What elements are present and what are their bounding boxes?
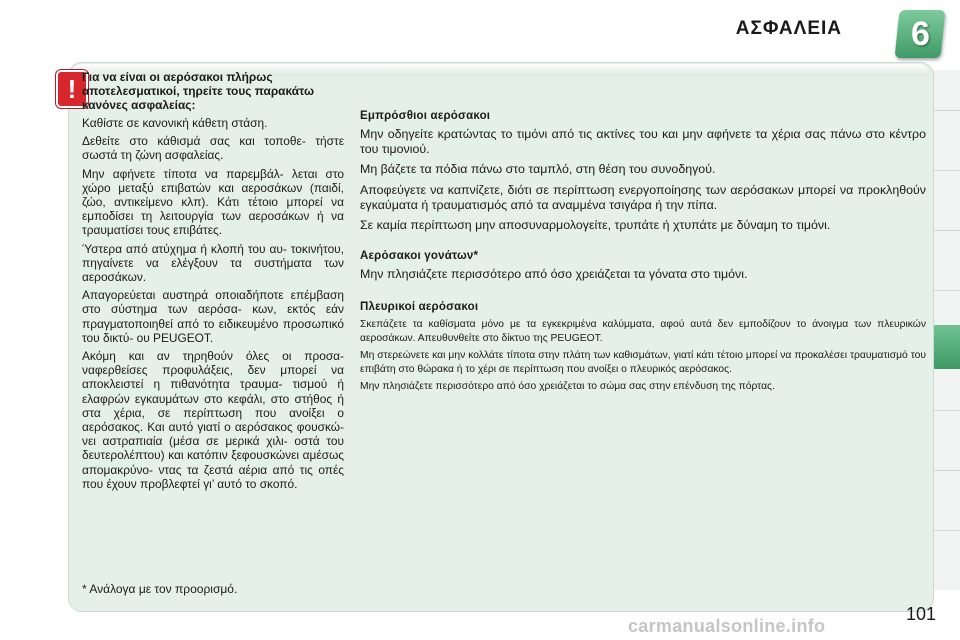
safety-rules-heading: Για να είναι οι αερόσακοι πλήρως αποτελεσματικοί, τηρείτε τους παρακάτω κανόνες ασφαλείας:: [82, 70, 315, 112]
chapter-badge: [894, 10, 945, 58]
knee-airbags-title: Αερόσακοι γονάτων*: [360, 250, 479, 263]
chapter-number: 6: [910, 14, 930, 53]
side-airbags-paragraph: Σκεπάζετε τα καθίσματα μόνο με τα εγκεκριμένα καλύμματα, αφού αυτά δεν εμποδίζουν το άνοιγμα των πλευρικών αεροσάκων. Απευθυνθείτε στο δίκτυο της PEUGEOT.: [360, 319, 926, 344]
section-spacer: [360, 238, 926, 250]
side-airbags-paragraph: Μη στερεώνετε και μην κολλάτε τίποτα στην πλάτη των καθισμάτων, γιατί κάτι τέτοιο μπορεί να προκαλέσει τραυματισμό του επιβάτη στο θώρακα ή το χέρι σε περίπτωση που ανοίξει ο πλευρικός αερόσακος.: [360, 350, 926, 375]
rule-paragraph: Δεθείτε στο κάθισμά σας και τοποθε- τήστε σωστά τη ζώνη ασφαλείας.: [82, 134, 344, 163]
front-airbags-paragraph: Μη βάζετε τα πόδια πάνω στο ταμπλό, στη θέση του συνοδηγού.: [360, 162, 716, 177]
section-spacer: [360, 287, 926, 301]
left-column: [82, 70, 344, 495]
right-column: [360, 110, 926, 397]
exclamation-mark: !: [67, 74, 77, 104]
rule-paragraph: Καθίστε σε κανονική κάθετη στάση.: [82, 116, 268, 130]
rule-paragraph: Ακόμη και αν τηρηθούν όλες οι προσα- ναφερθείσες προφυλάξεις, δεν μπορεί να αποκλειστεί η πιθανότητα τραυμα- τισμού ή ελαφρών εγκαυμάτων στο κεφάλι, στο στήθος ή στα χέρια, σε περίπτωση που ανοίξει ο αερόσακος. Και αυτό γιατί ο αερόσακος φουσκώ- νει αστραπιαία (μέσα σε μερικά χιλι- οστά του δευτερολέπτου) και κατόπιν ξεφουσκώνει αμέσως απομακρύνο- ντας τα ζεστά αέρια από τις οπές που έχουν προβλεφτεί γι’ αυτό το σκοπό.: [82, 349, 344, 491]
footnote: * Ανάλογα με τον προορισμό.: [82, 582, 238, 596]
front-airbags-title: Εμπρόσθιοι αερόσακοι: [360, 110, 491, 122]
section-title: ΑΣΦΑΛΕΙΑ: [735, 18, 842, 39]
front-airbags-paragraph: Σε καμία περίπτωση μην αποσυναρμολογείτε, τρυπάτε ή χτυπάτε με δύναμη το τιμόνι.: [360, 218, 831, 233]
watermark: carmanualsonline.info: [628, 616, 826, 636]
side-airbags-paragraph: Μην πλησιάζετε περισσότερο από όσο χρειάζεται το σώμα σας στην επένδυση της πόρτας.: [360, 381, 775, 393]
front-airbags-paragraph: Αποφεύγετε να καπνίζετε, διότι σε περίπτωση ενεργοποίησης των αερόσακων μπορεί να προκληθούν εγκαύματα ή τραυματισμός από τα αναμμένα τσιγάρα ή την πίπα.: [360, 182, 926, 212]
rule-paragraph: Μην αφήνετε τίποτα να παρεμβάλ- λεται στο χώρο μεταξύ επιβατών και αεροσάκων (παιδί, ζώο, αντικείμενο κλπ). Κάτι τέτοιο μπορεί να εμποδίσει τη λειτουργία των αεροσάκων ή να τραυματίσει τους επιβάτες.: [82, 166, 344, 238]
side-airbags-title: Πλευρικοί αερόσακοι: [360, 301, 479, 314]
knee-airbags-paragraph: Μην πλησιάζετε περισσότερο από όσο χρειάζεται τα γόνατα στο τιμόνι.: [360, 267, 748, 282]
page-number: 101: [906, 604, 937, 624]
rule-paragraph: Ύστερα από ατύχημα ή κλοπή του αυ- τοκινήτου, πηγαίνετε να ελέγξουν τα συστήματα των αεροσάκων.: [82, 241, 344, 285]
rule-paragraph: Απαγορεύεται αυστηρά οποιαδήποτε επέμβαση στο σύστημα των αερόσα- κων, εκτός εάν πραγματοποιηθεί από το ειδικευμένο προσωπικό του δικτύ- ου PEUGEOT.: [82, 288, 344, 345]
front-airbags-paragraph: Μην οδηγείτε κρατώντας το τιμόνι από τις ακτίνες του και μην αφήνετε τα χέρια σας πάνω στο κέντρο του τιμονιού.: [360, 127, 926, 157]
